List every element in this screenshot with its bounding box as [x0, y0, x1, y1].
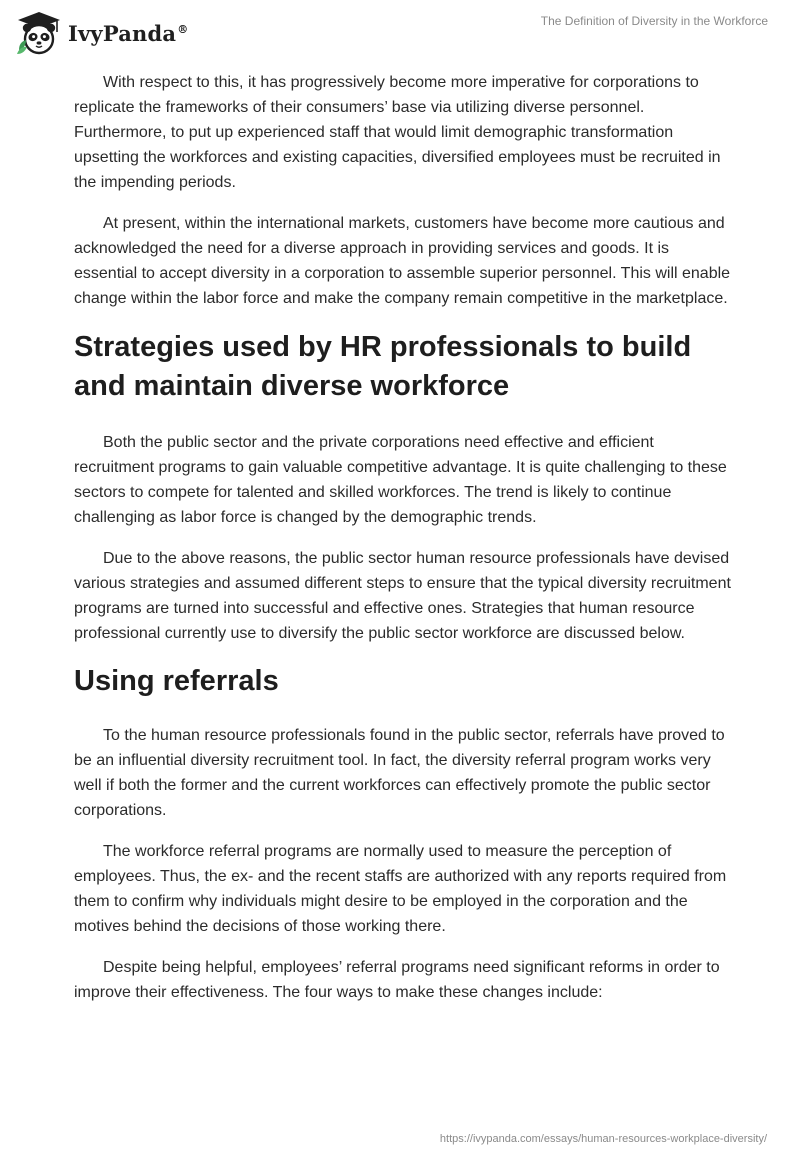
- paragraph-7: Despite being helpful, employees’ referral programs need significant reforms in order to improve their effectiveness. The four ways to make these changes include:: [74, 959, 720, 1001]
- paragraph-3: Both the public sector and the private corporations need effective and efficient recruitment programs to gain valuable competitive advantage. It is quite challenging to these sectors to compete for talented and skilled workforces. The trend is likely to continue challenging as labor force is changed by the demographic trends.: [74, 434, 727, 526]
- section-heading-referrals: Using referrals: [74, 665, 279, 697]
- paragraph-2: At present, within the international markets, customers have become more cautious and acknowledged the need for a diverse approach in providing services and goods. It is essential to accept diversity in a corporation to assemble superior personnel. This will enable change within the labor force and make the company remain competitive in the marketplace.: [74, 215, 731, 307]
- paragraph-5: To the human resource professionals found in the public sector, referrals have proved to be an influential diversity recruitment tool. In fact, the diversity referral program works very well if both the former and the current workforces can effectively promote the public sector corporations.: [74, 727, 725, 819]
- panda-graduate-icon: [16, 10, 62, 56]
- brand-name: IvyPanda®: [68, 20, 189, 46]
- footer-url-link[interactable]: https://ivypanda.com/essays/human-resources-workplace-diversity/: [439, 1133, 767, 1145]
- essay-body: [74, 70, 734, 1021]
- brand-logo[interactable]: [16, 10, 188, 56]
- page-header: [0, 0, 800, 64]
- section-heading-strategies: Strategies used by HR professionals to build and maintain diverse workforce: [74, 331, 692, 402]
- paragraph-4: Due to the above reasons, the public sector human resource professionals have devised various strategies and assumed different steps to ensure that the typical diversity recruitment programs are turned into successful and effective ones. Strategies that human resource professional currently use to diversify the public sector workforce are discussed below.: [74, 550, 731, 642]
- document-title: The Definition of Diversity in the Workforce: [540, 14, 768, 28]
- paragraph-1: With respect to this, it has progressively become more imperative for corporations to replicate the frameworks of their consumers’ base via utilizing diverse personnel. Furthermore, to put up experienced staff that would limit demographic transformation upsetting the workforces and existing capacities, diversified employees must be recruited in the impending periods.: [74, 74, 721, 191]
- brand-registered-mark: ®: [177, 22, 189, 36]
- paragraph-6: The workforce referral programs are normally used to measure the perception of employees. Thus, the ex- and the recent staffs are authorized with any reports required from them to confirm why individuals might desire to be employed in the corporation and the motives behind the decisions of those working there.: [74, 843, 727, 935]
